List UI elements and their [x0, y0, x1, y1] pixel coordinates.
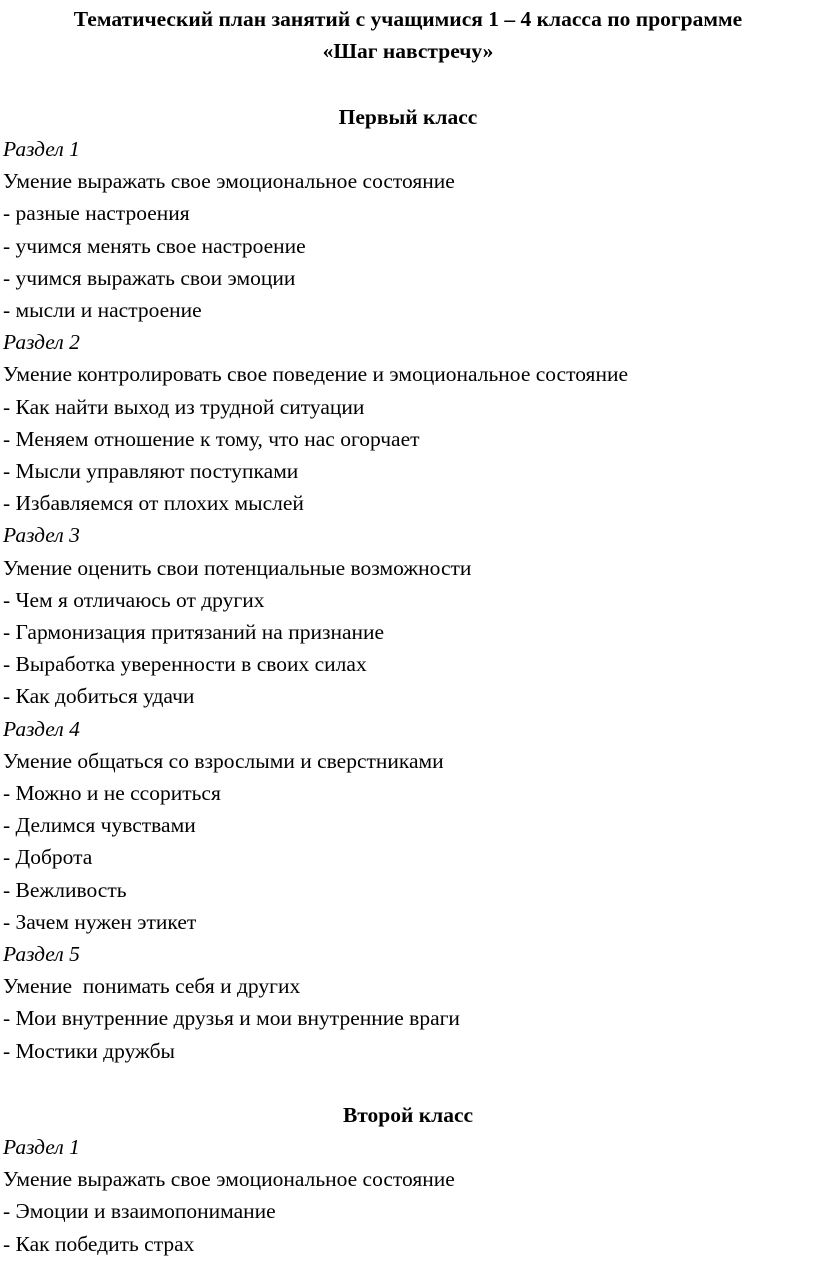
document-page: [3, 0, 813, 1260]
section-block: [3, 326, 813, 519]
document-title-line-2: «Шаг навстречу»: [322, 39, 494, 63]
topic-item: - Эмоции и взаимопонимание: [3, 1199, 276, 1224]
topic-item: - Чем я отличаюсь от других: [3, 587, 265, 612]
topic-item: - учимся менять свое настроение: [3, 233, 306, 258]
topic-item: - Доброта: [3, 845, 93, 870]
grade-heading: Второй класс: [342, 1103, 474, 1128]
topic-item: - учимся выражать свои эмоции: [3, 265, 296, 290]
topic-item: - Мысли управляют поступками: [3, 459, 299, 484]
topic-item: - Мостики дружбы: [3, 1038, 175, 1063]
section-skill: Умение выражать свое эмоциональное состояние: [3, 169, 455, 194]
topic-item: - Как добиться удачи: [3, 684, 195, 709]
section-skill: Умение выражать свое эмоциональное состояние: [3, 1167, 455, 1192]
section-label: Раздел 1: [3, 1135, 80, 1160]
section-block: [3, 1131, 813, 1260]
topic-item: - Как найти выход из трудной ситуации: [3, 394, 365, 419]
blank-line: [3, 1067, 813, 1099]
section-skill: Умение оценить свои потенциальные возможности: [3, 555, 472, 580]
topic-item: - Избавляемся от плохих мыслей: [3, 491, 304, 516]
topic-item: - Зачем нужен этикет: [3, 909, 197, 934]
grade-block-second: [3, 1099, 813, 1260]
topic-item: - Мои внутренние друзья и мои внутренние враги: [3, 1006, 460, 1031]
section-label: Раздел 4: [3, 716, 80, 741]
section-skill: Умение контролировать свое поведение и эмоциональное состояние: [3, 362, 629, 387]
section-skill: Умение понимать себя и других: [3, 974, 301, 999]
topic-item: - Гармонизация притязаний на признание: [3, 620, 385, 645]
topic-item: - Как победить страх: [3, 1231, 195, 1256]
section-label: Раздел 1: [3, 137, 80, 161]
section-block: [3, 713, 813, 938]
topic-item: - разные настроения: [3, 201, 190, 226]
topic-item: - Можно и не ссориться: [3, 781, 221, 806]
topic-item: - Меняем отношение к тому, что нас огорчает: [3, 426, 420, 451]
blank-line: [3, 67, 813, 101]
topic-item: - Выработка уверенности в своих силах: [3, 652, 367, 677]
section-label: Раздел 2: [3, 330, 80, 355]
section-block: [3, 133, 813, 326]
grade-heading: Первый класс: [338, 105, 478, 129]
topic-item: - Делимся чувствами: [3, 813, 196, 838]
section-label: Раздел 5: [3, 942, 80, 967]
grade-block-first: [3, 101, 813, 1067]
topic-item: - Вежливость: [3, 877, 127, 902]
section-block: [3, 938, 813, 1067]
section-label: Раздел 3: [3, 523, 80, 548]
section-skill: Умение общаться со взрослыми и сверстниками: [3, 748, 444, 773]
document-title-line-1: Тематический план занятий с учащимися 1 – 4 класса по программе: [73, 7, 743, 31]
section-block: [3, 519, 813, 712]
topic-item: - мысли и настроение: [3, 298, 202, 323]
